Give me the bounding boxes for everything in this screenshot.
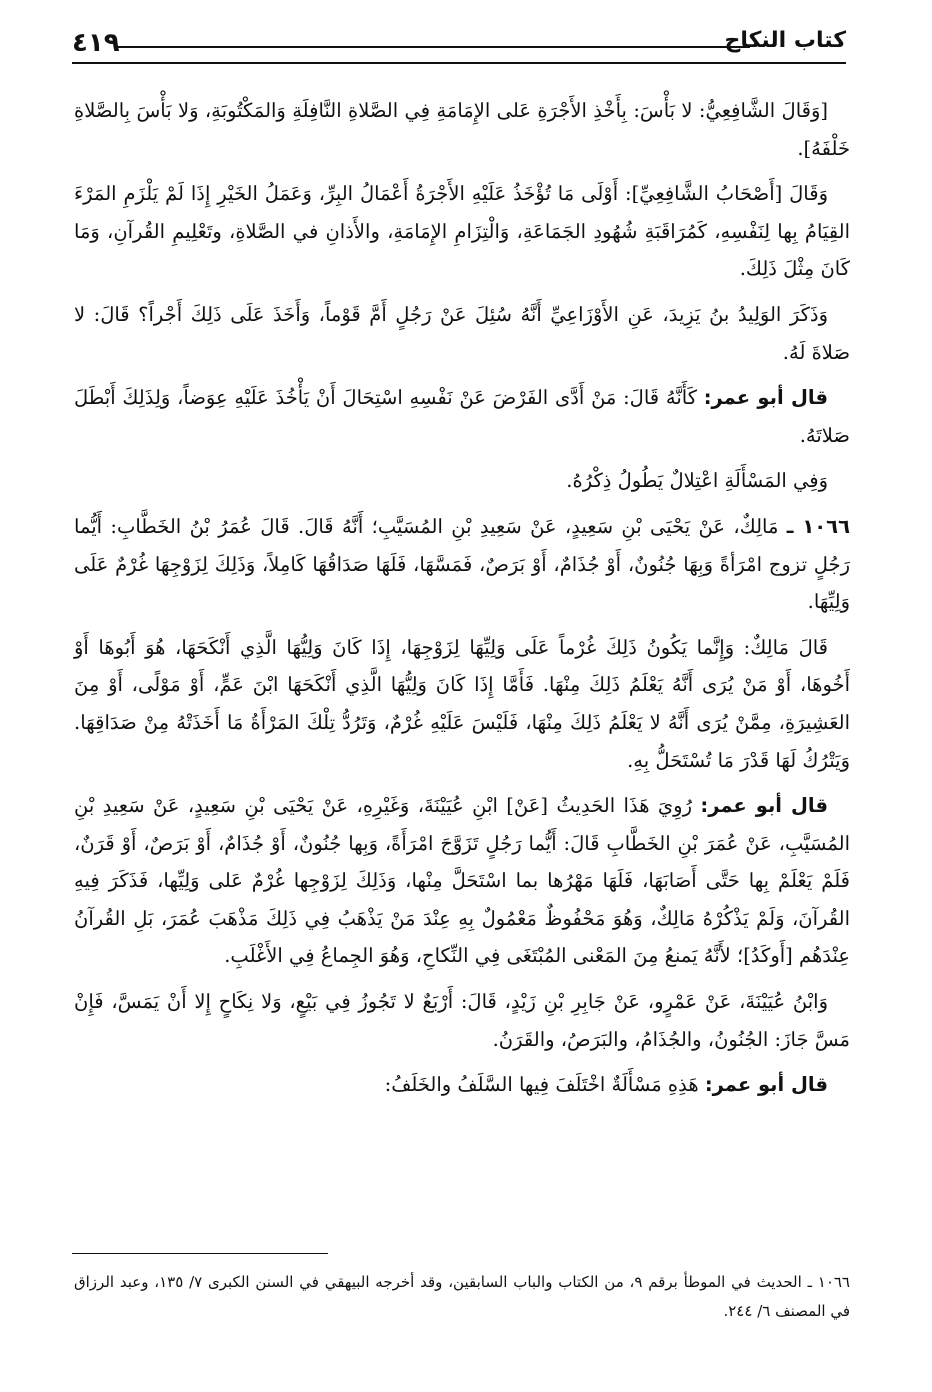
paragraph: قال أبو عمر: كَأَنَّهُ قَالَ: مَنْ أَدَّى الفَرْضَ عَنْ نَفْسِهِ اسْتِحَالَ أَنْ يَأْخُذَ عَلَيْهِ عِوَضاً، وَلِذَلِكَ أَبْطَلَ صَلاتَهُ. [74,386,850,447]
paragraph: وَذَكَرَ الوَلِيدُ بنُ يَزِيدَ، عَنِ الأَوْزَاعِيِّ أَنَّهُ سُئِلَ عَنْ رَجُلٍ أَمَّ قَوْماً، وَأَخَذَ عَلَى ذَلِكَ أَجْراً؟ قَالَ: لا صَلاةَ لَهُ. [74,302,850,364]
main-text [74,92,850,1112]
hadith-paragraph: ١٠٦٦ ـ مَالِكٌ، عَنْ يَحْيَى بْنِ سَعِيدٍ، عَنْ سَعِيدِ بْنِ المُسَيَّبِ؛ أَنَّهُ قَالَ. قَالَ عُمَرُ بْنُ الخَطَّابِ: أَيُّما رَجُلٍ تزوج امْرَأةً وَبِهَا جُنُونٌ، أَوْ جُذَامٌ، أَوْ بَرَصٌ، فَمَسَّهَا، فَلَهَا صَدَاقُهَا كَامِلاً، وَذَلِكَ لِزَوْجِهَا غُرْمٌ عَلَى وَلِيِّهَا. [74,514,850,614]
hadith-number: ١٠٦٦ ـ [786,514,850,538]
paragraph: وَفِي المَسْأَلَةِ اعْتِلالٌ يَطُولُ ذِكْرُهُ. [566,469,828,493]
footnote-separator [72,1253,328,1254]
footnote: ١٠٦٦ ـ الحديث في الموطأ برقم ٩، من الكتاب والباب السابقين، وقد أخرجه البيهقي في السنن الكبرى ٧/ ١٣٥، وعبد الرزاق في المصنف ٦/ ٢٤٤. [74,1273,850,1320]
paragraph: قال أبو عمر: هَذِهِ مَسْأَلَةٌ اخْتَلَفَ فِيها السَّلَفُ والخَلَفُ: [384,1073,828,1097]
header-underline [72,62,846,64]
speaker-lead: قال أبو عمر: [704,1073,828,1097]
page-header [72,22,846,62]
paragraph: وَقَالَ [أَصْحَابُ الشَّافِعِيِّ]: أَوْلَى مَا تُؤْخَذُ عَلَيْهِ الأَجْرَةُ أَعْمَالُ البِرِّ، وَعَمَلُ الخَيْرِ إِذَا لَمْ يَلْزَمِ المَرْءَ القِيَامُ بِها لِنَفْسِهِ، كَمُرَاقَبَةِ شُهُودِ الجَمَاعَةِ، وَالْتِزَامِ الإِمَامَةِ، والأَذانِ في الصَّلاةِ، وتَعْلِيمِ القُرآنِ، وَمَا كَانَ مِثْلَ ذَلِكَ. [74,182,850,281]
running-title: كتاب النكاح [724,28,846,53]
header-rule [116,46,750,48]
paragraph: قَالَ مَالِكٌ: وَإِنَّما يَكُونُ ذَلِكَ غُرْماً عَلَى وَلِيِّهَا لِزَوْجِهَا، إِذَا كَانَ وَلِيُّهَا الَّذِي أَنْكَحَهَا، هُوَ أَبُوهَا أَوْ أَخُوهَا، أَوْ مَنْ يُرَى أَنَّهُ يَعْلَمُ ذَلِكَ مِنْهَا. فَأَمَّا إِذَا كَانَ وَلِيُّهَا الَّذِي أَنْكَحَهَا ابْنَ عَمٍّ، أَوْ مَوْلًى، أَوْ مِنَ العَشِيرَةِ، مِمَّنْ يُرَى أَنَّهُ لا يَعْلَمُ ذَلِكَ مِنْهَا، فَلَيْسَ عَلَيْهِ غُرْمٌ، وَتَرُدُّ تِلْكَ المَرْأَةُ مَا أَخَذَتْهُ مِنْ صَدَاقِهَا. وَيَتْرُكُ لَهَا قَدْرَ مَا تُسْتَحَلُّ بِهِ. [74,635,850,772]
paragraph: قال أبو عمر: رُوِيَ هَذَا الحَدِيثُ [عَنْ] ابْنِ عُيَيْنَةَ، وَغَيْرِهِ، عَنْ يَحْيَى بْنِ سَعِيدٍ، عَنْ سَعِيدِ بْنِ المُسَيَّبِ، عَنْ عُمَرَ بْنِ الخَطَّابِ قَالَ: أَيُّما رَجُلٍ تَزَوَّجَ امْرَأَةً، وَبِها جُنُونٌ، أَوْ جُذَامٌ، أَوْ بَرَصٌ، أَوْ قَرَنٌ، فَلَمْ يَعْلَمْ بِها حَتَّى أَصَابَهَا، فَلَهَا مَهْرُها بما اسْتَحَلَّ مِنْها، وَذَلِكَ لِزَوْجِها غُرْمٌ عَلى وَلِيِّها، فَذَكَرَ فِيهِ القُرآنَ، وَلَمْ يَذْكُرْهُ مَالِكٌ، وَهُوَ مَحْفُوظٌ مَعْمُولٌ بِهِ عِنْدَ مَنْ يَذْهَبُ فِي ذَلِكَ مَذْهَبَ عُمَرَ، بَلِ القُرآنُ عِنْدَهُم [أَوكَدُ]؛ لأَنَّهُ يَمنعُ مِنَ المَعْنى المُبْتَغَى فِي النِّكاحِ، وَهُوَ الجِماعُ فِي الأَغْلَبِ. [74,794,850,968]
speaker-lead: قال أبو عمر: [703,386,828,410]
paragraph: وَابْنُ عُيَيْنَةَ، عَنْ عَمْرٍو، عَنْ جَابِرِ بْنِ زَيْدٍ، قَالَ: أَرْبَعٌ لا تَجُوزُ فِي بَيْعٍ، وَلا نِكَاحٍ إِلا أَنْ يَمَسَّ، فَإِنْ مَسَّ جَازَ: الجُنُونُ، والجُذَامُ، والبَرَصُ، والقَرَنُ. [74,990,850,1051]
paragraph: [وَقَالَ الشَّافِعِيُّ: لا بَأْسَ: بِأَخْذِ الأَجْرَةِ عَلى الإِمَامَةِ فِي الصَّلاةِ النَّافِلَةِ وَالمَكْتُوبَةِ، وَلا بَأْسَ بِالصَّلاةِ خَلْفَهُ]. [74,99,850,160]
speaker-lead: قال أبو عمر: [700,794,828,818]
page-number: ٤١٩ [72,28,120,58]
